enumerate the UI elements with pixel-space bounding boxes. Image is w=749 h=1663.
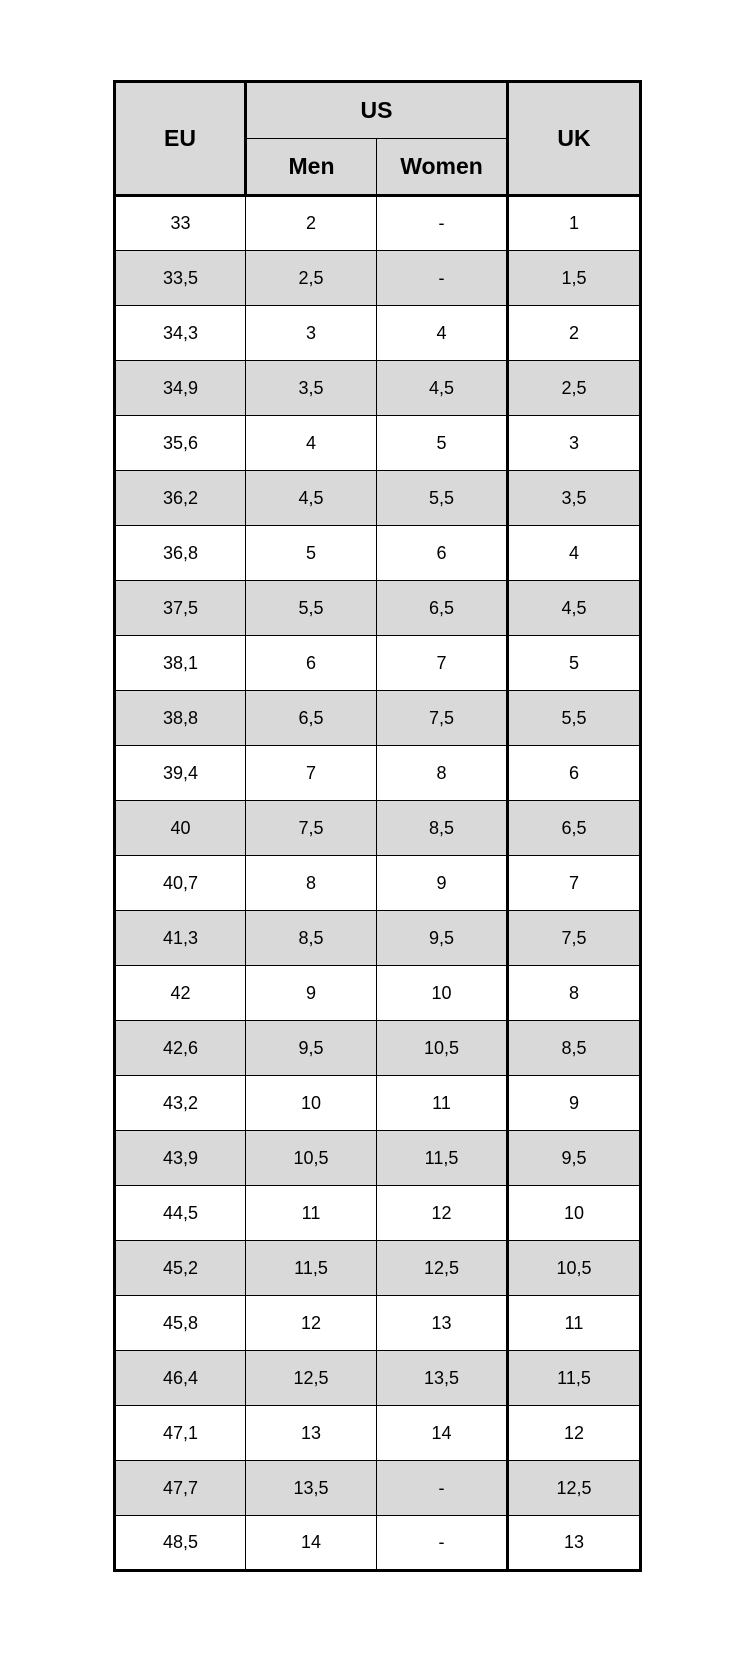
table-row (115, 1461, 641, 1516)
table-row (115, 691, 641, 746)
uk-cell: 4 (508, 526, 641, 581)
us-women-cell: 6 (377, 526, 508, 581)
table-row (115, 1516, 641, 1571)
uk-cell: 12 (508, 1406, 641, 1461)
uk-cell: 6,5 (508, 801, 641, 856)
us-women-cell: - (377, 196, 508, 251)
eu-cell: 45,8 (115, 1296, 246, 1351)
eu-cell: 35,6 (115, 416, 246, 471)
uk-cell: 9,5 (508, 1131, 641, 1186)
us-women-cell: 10 (377, 966, 508, 1021)
eu-cell: 37,5 (115, 581, 246, 636)
table-row (115, 911, 641, 966)
us-women-cell: 13 (377, 1296, 508, 1351)
table-row (115, 306, 641, 361)
size-conversion-table (113, 80, 642, 1572)
us-women-cell: 12,5 (377, 1241, 508, 1296)
uk-cell: 6 (508, 746, 641, 801)
us-women-cell: - (377, 251, 508, 306)
us-women-cell: - (377, 1461, 508, 1516)
header-eu: EU (115, 82, 246, 196)
eu-cell: 42 (115, 966, 246, 1021)
us-men-cell: 11 (246, 1186, 377, 1241)
us-women-cell: 5,5 (377, 471, 508, 526)
eu-cell: 45,2 (115, 1241, 246, 1296)
eu-cell: 44,5 (115, 1186, 246, 1241)
us-women-cell: 5 (377, 416, 508, 471)
eu-cell: 40,7 (115, 856, 246, 911)
eu-cell: 46,4 (115, 1351, 246, 1406)
us-men-cell: 7 (246, 746, 377, 801)
eu-cell: 43,9 (115, 1131, 246, 1186)
us-women-cell: 11,5 (377, 1131, 508, 1186)
uk-cell: 10,5 (508, 1241, 641, 1296)
us-men-cell: 7,5 (246, 801, 377, 856)
table-row (115, 526, 641, 581)
table-body (115, 196, 641, 1571)
us-men-cell: 12 (246, 1296, 377, 1351)
us-men-cell: 12,5 (246, 1351, 377, 1406)
table-row (115, 1351, 641, 1406)
us-men-cell: 3 (246, 306, 377, 361)
us-men-cell: 5 (246, 526, 377, 581)
us-men-cell: 13,5 (246, 1461, 377, 1516)
us-men-cell: 4,5 (246, 471, 377, 526)
uk-cell: 11,5 (508, 1351, 641, 1406)
eu-cell: 38,1 (115, 636, 246, 691)
eu-cell: 47,1 (115, 1406, 246, 1461)
table-row (115, 1406, 641, 1461)
us-women-cell: 9 (377, 856, 508, 911)
eu-cell: 36,8 (115, 526, 246, 581)
table-row (115, 581, 641, 636)
table-header (115, 82, 641, 196)
uk-cell: 5 (508, 636, 641, 691)
us-men-cell: 6 (246, 636, 377, 691)
us-men-cell: 6,5 (246, 691, 377, 746)
us-women-cell: 4,5 (377, 361, 508, 416)
table-row (115, 1076, 641, 1131)
header-uk: UK (508, 82, 641, 196)
us-women-cell: 11 (377, 1076, 508, 1131)
header-us-men: Men (246, 139, 377, 196)
uk-cell: 3,5 (508, 471, 641, 526)
eu-cell: 43,2 (115, 1076, 246, 1131)
table-row (115, 636, 641, 691)
table-row (115, 251, 641, 306)
table-row (115, 1186, 641, 1241)
table-row (115, 1021, 641, 1076)
us-women-cell: 8,5 (377, 801, 508, 856)
uk-cell: 1 (508, 196, 641, 251)
uk-cell: 2,5 (508, 361, 641, 416)
uk-cell: 5,5 (508, 691, 641, 746)
us-women-cell: 7,5 (377, 691, 508, 746)
us-women-cell: 13,5 (377, 1351, 508, 1406)
us-men-cell: 5,5 (246, 581, 377, 636)
us-women-cell: 12 (377, 1186, 508, 1241)
uk-cell: 7,5 (508, 911, 641, 966)
us-women-cell: 14 (377, 1406, 508, 1461)
us-men-cell: 2 (246, 196, 377, 251)
uk-cell: 11 (508, 1296, 641, 1351)
uk-cell: 8,5 (508, 1021, 641, 1076)
eu-cell: 33,5 (115, 251, 246, 306)
eu-cell: 41,3 (115, 911, 246, 966)
us-men-cell: 11,5 (246, 1241, 377, 1296)
eu-cell: 34,9 (115, 361, 246, 416)
us-men-cell: 9,5 (246, 1021, 377, 1076)
eu-cell: 40 (115, 801, 246, 856)
us-women-cell: 8 (377, 746, 508, 801)
uk-cell: 12,5 (508, 1461, 641, 1516)
uk-cell: 3 (508, 416, 641, 471)
uk-cell: 7 (508, 856, 641, 911)
uk-cell: 8 (508, 966, 641, 1021)
table-row (115, 1131, 641, 1186)
size-chart (113, 80, 639, 1594)
eu-cell: 38,8 (115, 691, 246, 746)
table-row (115, 1241, 641, 1296)
table-row (115, 856, 641, 911)
us-men-cell: 3,5 (246, 361, 377, 416)
uk-cell: 1,5 (508, 251, 641, 306)
table-row (115, 471, 641, 526)
us-men-cell: 2,5 (246, 251, 377, 306)
table-row (115, 1296, 641, 1351)
us-men-cell: 8 (246, 856, 377, 911)
us-men-cell: 13 (246, 1406, 377, 1461)
eu-cell: 42,6 (115, 1021, 246, 1076)
us-men-cell: 4 (246, 416, 377, 471)
eu-cell: 34,3 (115, 306, 246, 361)
table-row (115, 416, 641, 471)
uk-cell: 4,5 (508, 581, 641, 636)
us-women-cell: 4 (377, 306, 508, 361)
us-women-cell: 6,5 (377, 581, 508, 636)
table-row (115, 196, 641, 251)
us-men-cell: 10,5 (246, 1131, 377, 1186)
us-women-cell: 10,5 (377, 1021, 508, 1076)
header-us: US (246, 82, 508, 139)
uk-cell: 9 (508, 1076, 641, 1131)
table-row (115, 746, 641, 801)
us-women-cell: 7 (377, 636, 508, 691)
us-men-cell: 9 (246, 966, 377, 1021)
eu-cell: 47,7 (115, 1461, 246, 1516)
us-women-cell: 9,5 (377, 911, 508, 966)
eu-cell: 33 (115, 196, 246, 251)
us-men-cell: 8,5 (246, 911, 377, 966)
table-row (115, 361, 641, 416)
us-men-cell: 10 (246, 1076, 377, 1131)
eu-cell: 48,5 (115, 1516, 246, 1571)
header-us-women: Women (377, 139, 508, 196)
eu-cell: 36,2 (115, 471, 246, 526)
eu-cell: 39,4 (115, 746, 246, 801)
uk-cell: 13 (508, 1516, 641, 1571)
us-men-cell: 14 (246, 1516, 377, 1571)
uk-cell: 2 (508, 306, 641, 361)
uk-cell: 10 (508, 1186, 641, 1241)
table-row (115, 801, 641, 856)
us-women-cell: - (377, 1516, 508, 1571)
table-row (115, 966, 641, 1021)
